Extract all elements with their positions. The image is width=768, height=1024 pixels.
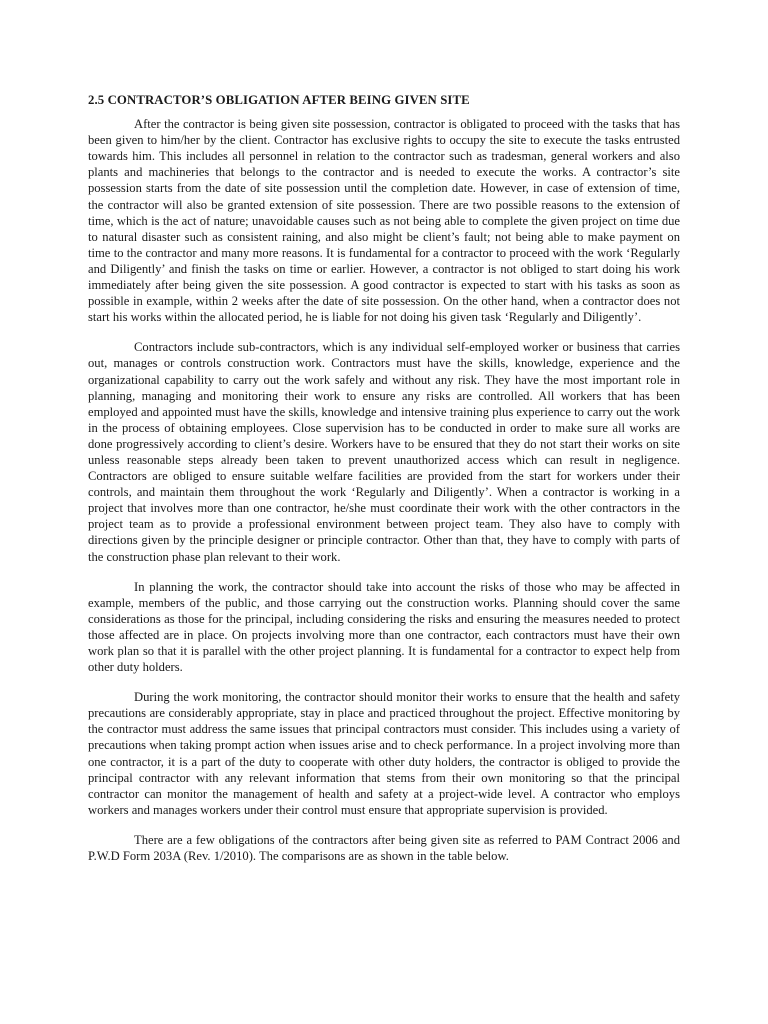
section-heading: 2.5 CONTRACTOR’S OBLIGATION AFTER BEING GIVEN SITE (88, 93, 470, 107)
paragraph-obligations-intro: There are a few obligations of the contractors after being given site as referred to PAM Contract 2006 and P.W.D Form 203A (Rev. 1/2010). The comparisons are as shown in the table below. (88, 832, 680, 864)
paragraph-site-possession: After the contractor is being given site possession, contractor is obligated to proceed with the tasks that has been given to him/her by the client. Contractor has exclusive rights to occupy the site to execute the tasks entrusted towards him. This includes all personnel in relation to the contractor such as tradesman, general workers and also plants and machineries that belongs to the contractor and is needed to execute the works. A contractor’s site possession starts from the date of site possession until the completion date. However, in case of extension of time, the contractor will also be granted extension of site possession. There are two possible reasons to the extension of time, which is the act of nature; unavoidable causes such as not being able to complete the given project on time due to natural disaster such as consistent raining, and also might be client’s fault; not being able to make payment on time to the contractor and many more reasons. It is fundamental for a contractor to proceed with the work ‘Regularly and Diligently’ and finish the tasks on time or earlier. However, a contractor is not obliged to start doing his work immediately after being given the site possession. A good contractor is expected to start with his tasks as soon as possible in example, within 2 weeks after the date of site possession. On the other hand, when a contractor does not start his works within the allocated period, he is liable for not doing his given task ‘Regularly and Diligently’. (88, 117, 680, 325)
paragraph-work-monitoring: During the work monitoring, the contractor should monitor their works to ensure that the health and safety precautions are considerably appropriate, stay in place and practiced throughout the project. Effective monitoring by the contractor must address the same issues that principal contractors must consider. This includes using a variety of precautions when taking prompt action when issues arise and to check performance. In a project involving more than one contractor, it is a part of the duty to cooperate with other duty holders, the contractor is obliged to provide the principal contractor with any relevant information that stems from their own monitoring so that the principal contractor can monitor the management of health and safety at a project-wide level. A contractor who employs workers and manages workers under their control must ensure that appropriate supervision is provided. (88, 690, 680, 817)
document-page (88, 92, 680, 878)
paragraph-planning-work: In planning the work, the contractor should take into account the risks of those who may be affected in example, members of the public, and those carrying out the construction works. Planning should cover the same considerations as those for the principal, including considering the risks and ensuring the measures needed to protect those affected are in place. On projects involving more than one contractor, each contractors must have their own work plan so that it is parallel with the other project planning. It is fundamental for a contractor to expect help from other duty holders. (88, 579, 680, 675)
paragraph-contractors-duties: Contractors include sub-contractors, which is any individual self-employed worker or business that carries out, manages or controls construction work. Contractors must have the skills, knowledge, experience and the organizational capability to carry out the work safely and without any risk. They have the most important role in planning, managing and monitoring their work to ensure any risks are controlled. All workers that has been employed and appointed must have the skills, knowledge and intensive training plus experience to carry out the work in the process of obtaining employees. Close supervision has to be conducted in order to make sure all works are done progressively according to client’s desire. Workers have to be ensured that they do not start their works on site unless reasonable steps already been taken to prevent unauthorized access which can result in negligence. Contractors are obliged to ensure suitable welfare facilities are provided from the start for workers under their controls, and maintain them throughout the work ‘Regularly and Diligently’. When a contractor is working in a project that involves more than one contractor, he/she must coordinate their work with the other contractors in the project team as to provide a professional environment between project team. They also have to comply with directions given by the principle designer or principle contractor. Other than that, they have to comply with parts of the construction phase plan relevant to their work. (88, 340, 680, 564)
